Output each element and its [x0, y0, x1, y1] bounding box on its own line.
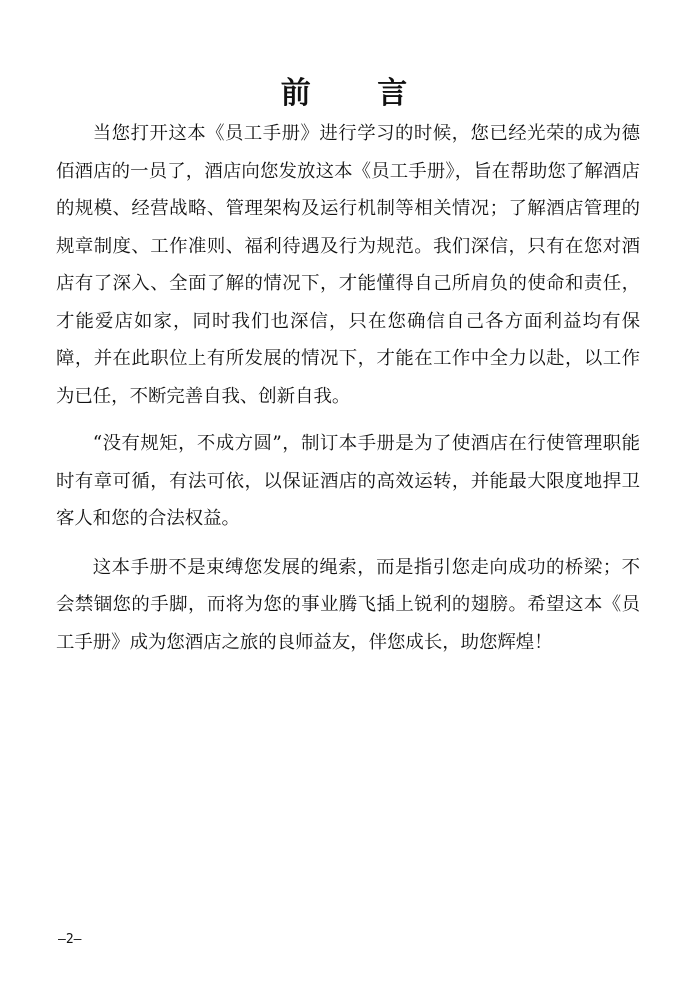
paragraph-1: 当您打开这本《员工手册》进行学习的时候，您已经光荣的成为德佰酒店的一员了，酒店向您发放这本《员工手册》，旨在帮助您了解酒店的规模、经营战略、管理架构及运行机制等相关情况；了解酒店管理的规章制度、工作准则、福利待遇及行为规范。我们深信，只有在您对酒店有了深入、全面了解的情况下，才能懂得自己所肩负的使命和责任，才能爱店如家，同时我们也深信，只在您确信自己各方面利益均有保障，并在此职位上有所发展的情况下，才能在工作中全力以赴，以工作为已任，不断完善自我、创新自我。: [56, 123, 640, 407]
paragraph-3: 这本手册不是束缚您发展的绳索，而是指引您走向成功的桥梁；不会禁锢您的手脚，而将为您的事业腾飞插上锐利的翅膀。希望这本《员工手册》成为您酒店之旅的良师益友，伴您成长，助您辉煌！: [56, 556, 640, 653]
page-number: —2—: [58, 932, 82, 947]
body-text: [56, 115, 640, 661]
paragraph-2: “没有规矩，不成方圆”，制订本手册是为了使酒店在行使管理职能时有章可循，有法可依，以保证酒店的高效运转，并能最大限度地捍卫客人和您的合法权益。: [56, 433, 640, 529]
page-title: 前 言: [280, 76, 436, 111]
